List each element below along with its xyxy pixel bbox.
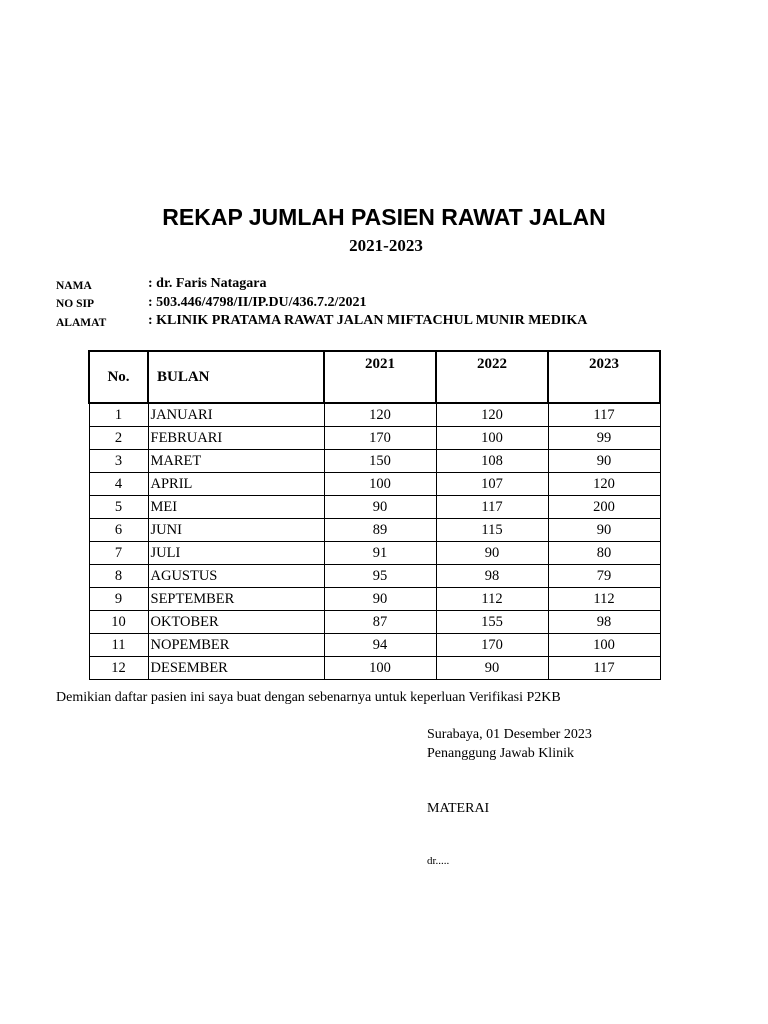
cell-bulan: MARET	[148, 450, 324, 473]
signature-role: Penanggung Jawab Klinik	[427, 746, 574, 761]
cell-2021: 120	[324, 403, 436, 427]
cell-2023: 99	[548, 427, 660, 450]
table-row	[89, 588, 660, 611]
cell-2021: 100	[324, 473, 436, 496]
cell-2022: 117	[436, 496, 548, 519]
cell-2023: 117	[548, 657, 660, 680]
cell-2021: 87	[324, 611, 436, 634]
alamat-label: ALAMAT	[56, 317, 107, 329]
cell-no: 9	[89, 588, 148, 611]
cell-2023: 117	[548, 403, 660, 427]
closing-statement: Demikian daftar pasien ini saya buat dengan sebenarnya untuk keperluan Verifikasi P2KB	[56, 690, 561, 705]
table-row	[89, 403, 660, 427]
table-row	[89, 542, 660, 565]
cell-2023: 120	[548, 473, 660, 496]
cell-2023: 90	[548, 450, 660, 473]
cell-2023: 100	[548, 634, 660, 657]
table-row	[89, 519, 660, 542]
cell-bulan: JULI	[148, 542, 324, 565]
cell-no: 1	[89, 403, 148, 427]
cell-no: 6	[89, 519, 148, 542]
cell-2022: 90	[436, 542, 548, 565]
cell-2021: 95	[324, 565, 436, 588]
cell-2021: 90	[324, 496, 436, 519]
cell-2021: 150	[324, 450, 436, 473]
cell-bulan: FEBRUARI	[148, 427, 324, 450]
cell-2022: 108	[436, 450, 548, 473]
cell-2023: 98	[548, 611, 660, 634]
nama-label: NAMA	[56, 280, 92, 292]
cell-2022: 120	[436, 403, 548, 427]
cell-no: 12	[89, 657, 148, 680]
cell-bulan: OKTOBER	[148, 611, 324, 634]
cell-no: 2	[89, 427, 148, 450]
cell-2021: 89	[324, 519, 436, 542]
cell-bulan: AGUSTUS	[148, 565, 324, 588]
cell-2023: 112	[548, 588, 660, 611]
cell-bulan: DESEMBER	[148, 657, 324, 680]
nosip-label: NO SIP	[56, 298, 95, 310]
page-subtitle: 2021-2023	[349, 236, 423, 255]
cell-2023: 90	[548, 519, 660, 542]
signature-materai: MATERAI	[427, 801, 490, 816]
cell-bulan: NOPEMBER	[148, 634, 324, 657]
cell-no: 7	[89, 542, 148, 565]
cell-no: 8	[89, 565, 148, 588]
alamat-value: : KLINIK PRATAMA RAWAT JALAN MIFTACHUL MUNIR MEDIKA	[148, 313, 588, 328]
nosip-value: : 503.446/4798/II/IP.DU/436.7.2/2021	[148, 295, 367, 310]
header-no: No.	[89, 351, 148, 403]
cell-2023: 79	[548, 565, 660, 588]
cell-2023: 80	[548, 542, 660, 565]
cell-2021: 100	[324, 657, 436, 680]
table-row	[89, 473, 660, 496]
page-title: REKAP JUMLAH PASIEN RAWAT JALAN	[162, 204, 606, 230]
patient-table	[88, 350, 661, 680]
cell-no: 4	[89, 473, 148, 496]
cell-2022: 112	[436, 588, 548, 611]
cell-2022: 90	[436, 657, 548, 680]
table-row	[89, 450, 660, 473]
cell-no: 5	[89, 496, 148, 519]
cell-2022: 115	[436, 519, 548, 542]
cell-no: 3	[89, 450, 148, 473]
cell-2021: 94	[324, 634, 436, 657]
cell-2021: 91	[324, 542, 436, 565]
table-row	[89, 496, 660, 519]
cell-2022: 170	[436, 634, 548, 657]
cell-bulan: SEPTEMBER	[148, 588, 324, 611]
cell-bulan: MEI	[148, 496, 324, 519]
cell-no: 11	[89, 634, 148, 657]
cell-no: 10	[89, 611, 148, 634]
table-row	[89, 634, 660, 657]
cell-2022: 98	[436, 565, 548, 588]
cell-2023: 200	[548, 496, 660, 519]
cell-2021: 90	[324, 588, 436, 611]
cell-2022: 107	[436, 473, 548, 496]
table-row	[89, 611, 660, 634]
cell-2022: 100	[436, 427, 548, 450]
table-row	[89, 565, 660, 588]
nama-value: : dr. Faris Natagara	[148, 276, 267, 291]
cell-2021: 170	[324, 427, 436, 450]
header-bulan: BULAN	[148, 351, 324, 403]
cell-bulan: JUNI	[148, 519, 324, 542]
header-2023: 2023	[548, 351, 660, 403]
cell-bulan: JANUARI	[148, 403, 324, 427]
cell-bulan: APRIL	[148, 473, 324, 496]
cell-2022: 155	[436, 611, 548, 634]
table-header-row	[89, 351, 660, 403]
table-row	[89, 427, 660, 450]
signature-name: dr.....	[427, 855, 450, 867]
header-2022: 2022	[436, 351, 548, 403]
header-2021: 2021	[324, 351, 436, 403]
signature-place-date: Surabaya, 01 Desember 2023	[427, 727, 592, 742]
table-row	[89, 657, 660, 680]
